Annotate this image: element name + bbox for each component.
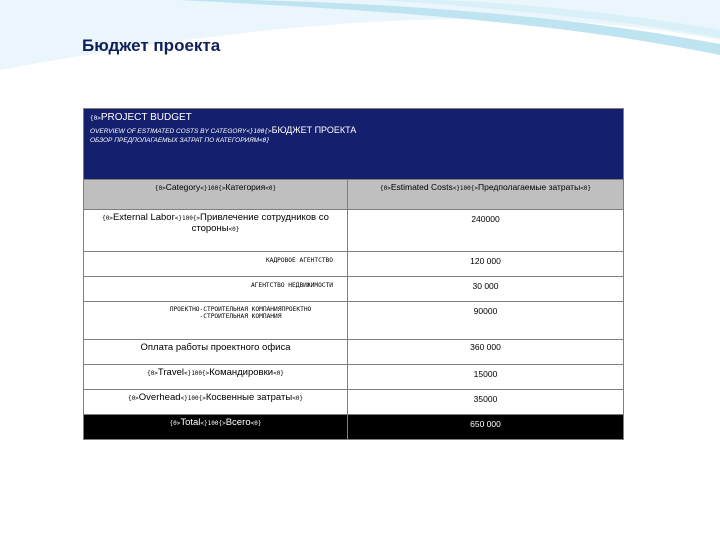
header-title-ru: БЮДЖЕТ ПРОЕКТА bbox=[271, 125, 357, 135]
col-costs-label: Estimated Costs bbox=[390, 182, 453, 192]
col-category-label: Category bbox=[165, 182, 201, 192]
col-tag: <0} bbox=[580, 185, 592, 192]
total-label-ru: Всего bbox=[225, 417, 251, 428]
row-tag: <}100{> bbox=[200, 420, 226, 427]
table-row bbox=[84, 340, 624, 365]
row-label-ru: Косвенные затраты bbox=[205, 392, 293, 403]
table-row bbox=[84, 210, 624, 252]
row-value: 120 000 bbox=[470, 256, 501, 266]
table-header bbox=[84, 109, 624, 180]
row-label: External Labor bbox=[112, 212, 175, 223]
table-row bbox=[84, 277, 624, 302]
header-title: PROJECT BUDGET bbox=[100, 112, 192, 123]
total-label: Total bbox=[180, 417, 201, 428]
column-header-costs bbox=[348, 180, 624, 210]
header-subtitle-ru: ОБЗОР ПРЕДПОЛАГАЕМЫХ ЗАТРАТ ПО КАТЕГОРИЯМ bbox=[90, 137, 260, 144]
table-row bbox=[84, 252, 624, 277]
row-value: 35000 bbox=[473, 394, 498, 404]
budget-table bbox=[83, 108, 624, 440]
row-value: 240000 bbox=[471, 214, 500, 224]
col-tag: <}100{> bbox=[452, 185, 478, 192]
row-tag: {0> bbox=[102, 215, 113, 222]
column-header-category bbox=[84, 180, 348, 210]
row-tag: <0} bbox=[273, 370, 284, 377]
row-value: 30 000 bbox=[472, 281, 499, 291]
col-tag: {0> bbox=[154, 185, 166, 192]
row-value: 15000 bbox=[473, 369, 498, 379]
header-subtitle-ru-tag: <0} bbox=[259, 137, 270, 144]
col-category-label-ru: Категория bbox=[225, 182, 266, 192]
slide-title: Бюджет проекта bbox=[82, 36, 221, 55]
header-subtitle: OVERVIEW OF ESTIMATED COSTS BY CATEGORY bbox=[90, 128, 247, 135]
row-tag: <}100{> bbox=[180, 395, 206, 402]
row-tag: {0> bbox=[169, 420, 181, 427]
col-costs-label-ru: Предполагаемые затраты bbox=[478, 182, 581, 192]
total-value: 650 000 bbox=[470, 419, 501, 429]
row-tag: <0} bbox=[250, 420, 262, 427]
col-tag: {0> bbox=[379, 185, 391, 192]
row-tag: <}100{> bbox=[183, 370, 210, 377]
row-sublabel: АГЕНТСТВО НЕДВИЖИМОСТИ bbox=[251, 282, 333, 289]
row-label: Overhead bbox=[138, 392, 181, 403]
table-row bbox=[84, 390, 624, 415]
table-row bbox=[84, 365, 624, 390]
row-sublabel: ПРОЕКТНО-СТРОИТЕЛЬНАЯ КОМПАНИЯПРОЕКТНО -СТРОИТЕЛЬНАЯ КОМПАНИЯ bbox=[169, 306, 312, 320]
table-row bbox=[84, 302, 624, 340]
row-tag: {0> bbox=[127, 395, 139, 402]
header-tag: {0> bbox=[90, 115, 101, 122]
col-tag: <}100{> bbox=[200, 185, 226, 192]
row-tag: <}100{> bbox=[174, 215, 201, 222]
row-label-ru: Оплата работы проектного офиса bbox=[140, 342, 291, 353]
col-tag: <0} bbox=[265, 185, 277, 192]
row-tag: {0> bbox=[147, 370, 158, 377]
row-label-ru: Командировки bbox=[209, 367, 274, 378]
row-tag: <0} bbox=[228, 226, 240, 233]
row-value: 360 000 bbox=[470, 342, 501, 352]
row-label-ru: Привлечение сотрудников со стороны bbox=[191, 212, 329, 234]
row-label: Travel bbox=[157, 367, 184, 378]
total-row bbox=[84, 415, 624, 440]
header-subtitle-tag: <}100{> bbox=[246, 128, 272, 135]
row-value: 90000 bbox=[473, 306, 498, 316]
row-tag: <0} bbox=[292, 395, 304, 402]
row-sublabel: КАДРОВОЕ АГЕНТСТВО bbox=[265, 257, 333, 264]
